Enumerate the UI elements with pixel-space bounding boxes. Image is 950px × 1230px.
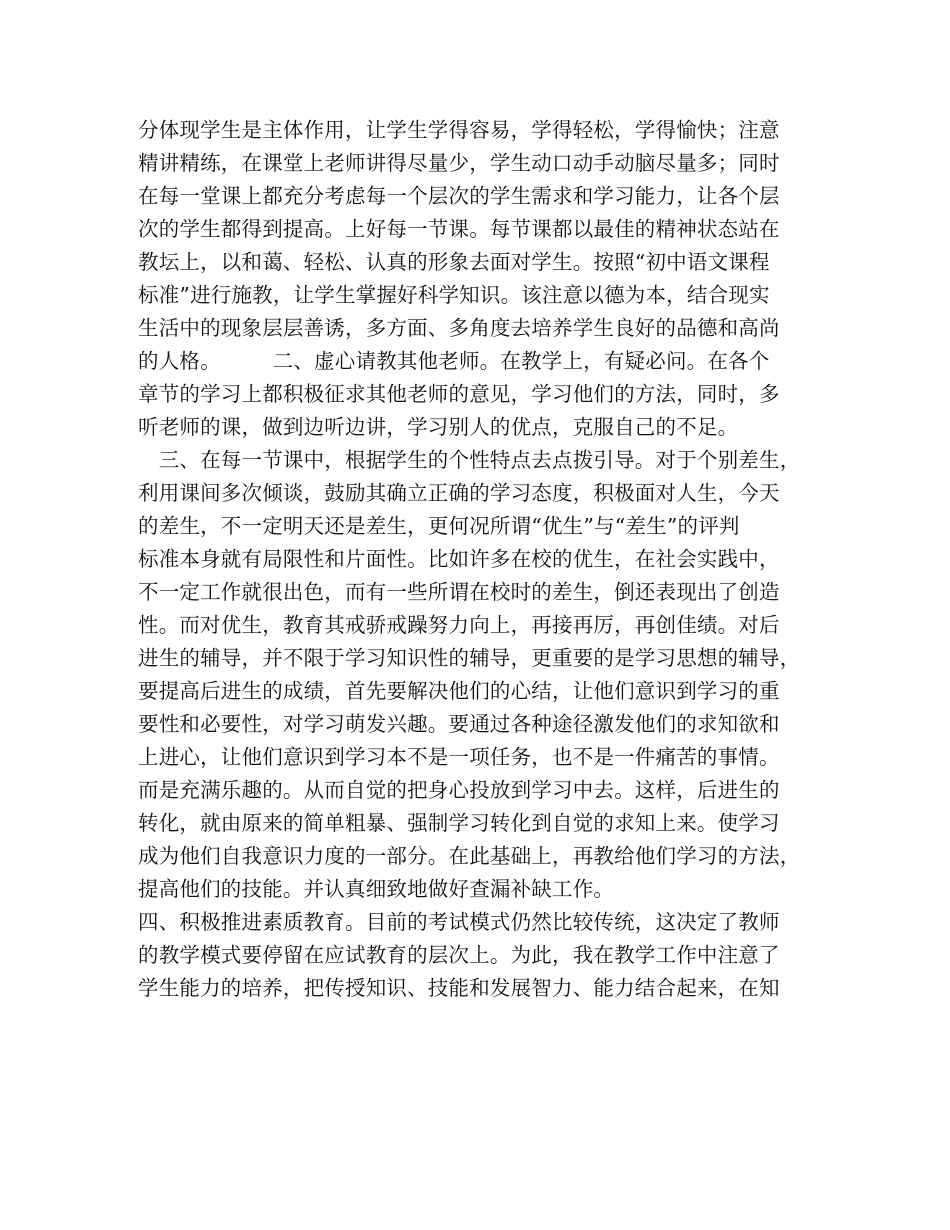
text-line: 四、积极推进素质教育。目前的考试模式仍然比较传统，这决定了教师 (138, 910, 780, 934)
text-line: 标准”进行施教，让学生掌握好科学知识。该注意以德为本，结合现实 (138, 283, 770, 307)
text-line: 转化，就由原来的简单粗暴、强制学习转化到自觉的求知上来。使学习 (138, 811, 780, 835)
text-line: 上进心，让他们意识到学习本不是一项任务，也不是一件痛苦的事情。 (138, 745, 780, 769)
body-text (138, 114, 828, 1005)
text-line: 在每一堂课上都充分考虑每一个层次的学生需求和学习能力，让各个层 (138, 184, 780, 208)
text-line: 的人格。 二、虚心请教其他老师。在教学上，有疑必问。在各个 (138, 349, 770, 373)
text-line: 生活中的现象层层善诱，多方面、多角度去培养学生良好的品德和高尚 (138, 316, 780, 340)
text-line: 要性和必要性，对学习萌发兴趣。要通过各种途径激发他们的求知欲和 (138, 712, 780, 736)
text-line: 三、在每一节课中，根据学生的个性特点去点拨引导。对于个别差生， (138, 448, 801, 472)
text-line: 成为他们自我意识力度的一部分。在此基础上，再教给他们学习的方法， (138, 844, 801, 868)
text-line: 提高他们的技能。并认真细致地做好查漏补缺工作。 (138, 877, 615, 901)
text-line: 的差生，不一定明天还是差生，更何况所谓“优生”与“差生”的评判 (138, 514, 740, 538)
text-line: 章节的学习上都积极征求其他老师的意见，学习他们的方法，同时，多 (138, 382, 780, 406)
text-line: 次的学生都得到提高。上好每一节课。每节课都以最佳的精神状态站在 (138, 217, 780, 241)
text-line: 要提高后进生的成绩，首先要解决他们的心结，让他们意识到学习的重 (138, 679, 780, 703)
text-line: 听老师的课，做到边听边讲，学习别人的优点，克服自己的不足。 (138, 415, 739, 439)
text-line: 而是充满乐趣的。从而自觉的把身心投放到学习中去。这样，后进生的 (138, 778, 780, 802)
text-line: 标准本身就有局限性和片面性。比如许多在校的优生，在社会实践中， (138, 547, 780, 571)
text-line: 的教学模式要停留在应试教育的层次上。为此，我在教学工作中注意了 (138, 943, 780, 967)
text-line: 性。而对优生，教育其戒骄戒躁努力向上，再接再厉，再创佳绩。对后 (138, 613, 780, 637)
text-line: 利用课间多次倾谈，鼓励其确立正确的学习态度，积极面对人生，今天 (138, 481, 780, 505)
text-line: 进生的辅导，并不限于学习知识性的辅导，更重要的是学习思想的辅导， (138, 646, 801, 670)
text-line: 分体现学生是主体作用，让学生学得容易，学得轻松，学得愉快；注意 (138, 118, 780, 142)
text-line: 精讲精练，在课堂上老师讲得尽量少，学生动口动手动脑尽量多；同时 (138, 151, 780, 175)
text-line: 教坛上，以和蔼、轻松、认真的形象去面对学生。按照“初中语文课程 (138, 250, 770, 274)
text-line: 不一定工作就很出色，而有一些所谓在校时的差生，倒还表现出了创造 (138, 580, 780, 604)
text-line: 学生能力的培养，把传授知识、技能和发展智力、能力结合起来，在知 (138, 976, 780, 1000)
